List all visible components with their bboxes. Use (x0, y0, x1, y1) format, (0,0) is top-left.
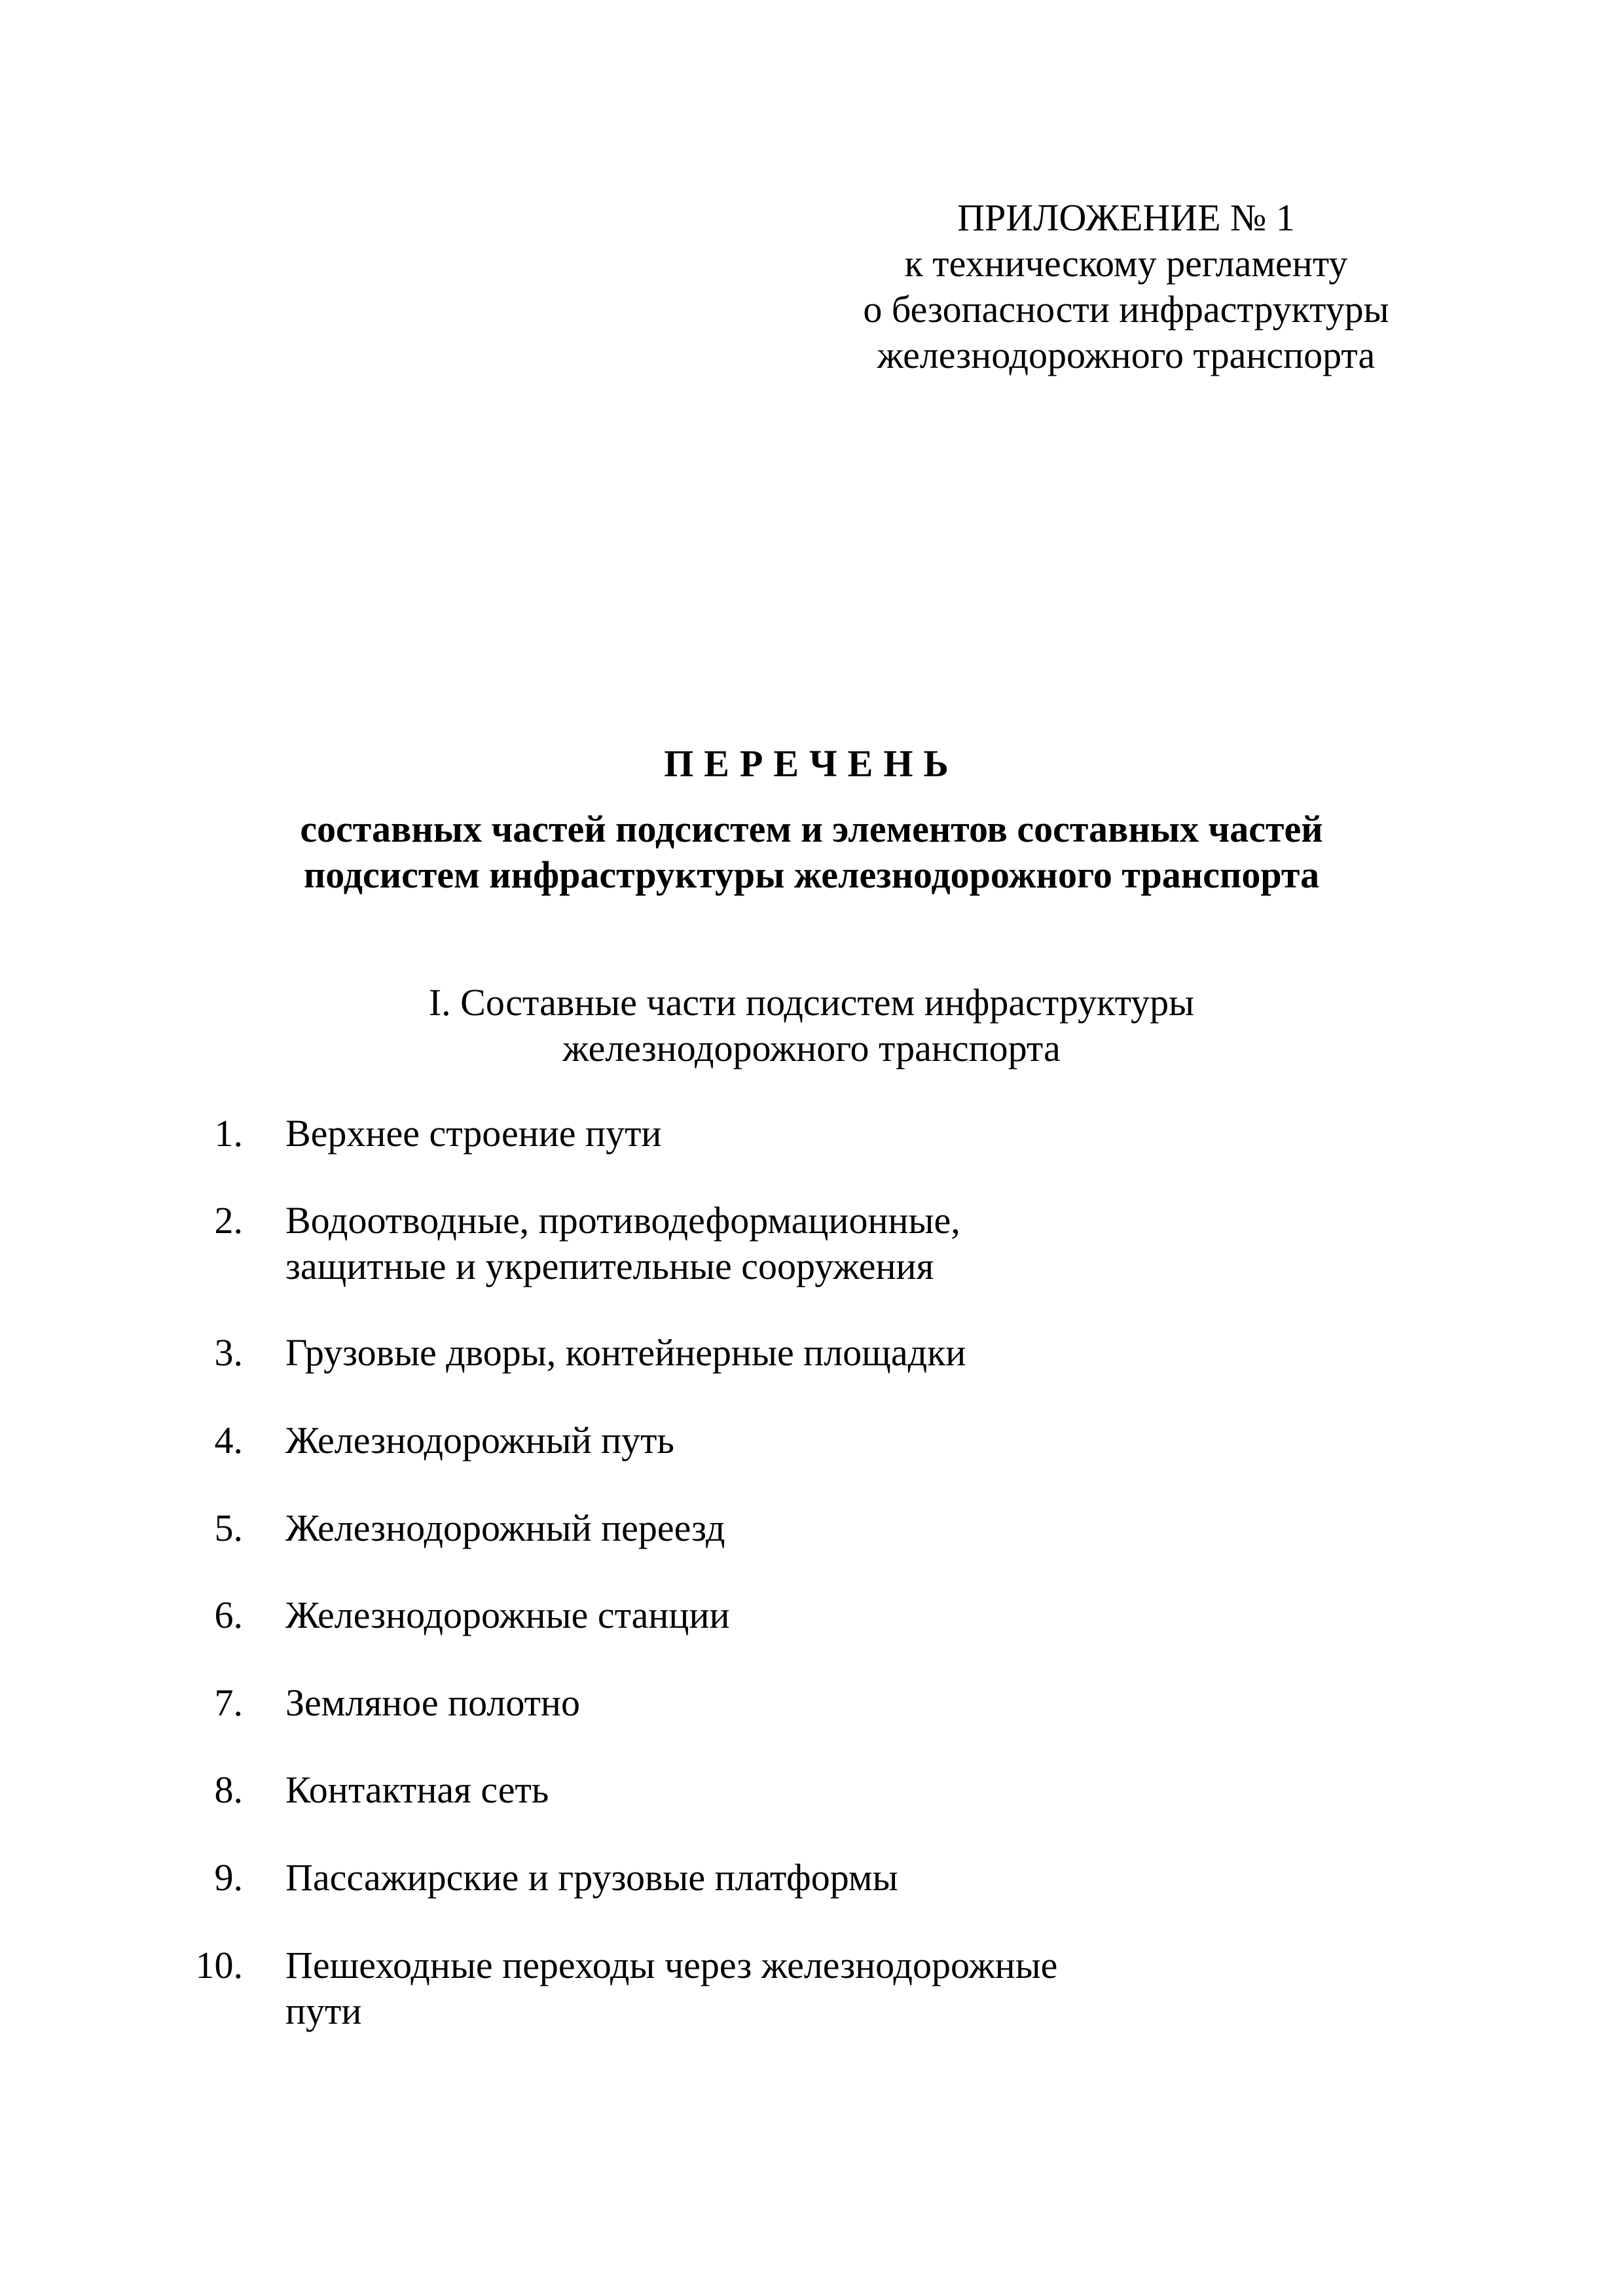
list-item-text (285, 1680, 1529, 1726)
subtitle-line-1: составных частей подсистем и элементов составных частей (300, 808, 1323, 850)
list-item-text (285, 1592, 1529, 1638)
list-item-number: 2. (214, 1199, 243, 1242)
list-item-line: защитные и укрепительные сооружения (285, 1245, 934, 1287)
document-title: ПЕРЕЧЕНЬ (664, 742, 959, 785)
list-item-line: Грузовые дворы, контейнерные площадки (285, 1331, 966, 1374)
list-item-line: Железнодорожный путь (285, 1419, 674, 1462)
list-item-number: 9. (214, 1856, 243, 1899)
list-item-number: 10. (195, 1944, 243, 1986)
list-item-line: Пешеходные переходы через железнодорожные (285, 1944, 1058, 1986)
list-item-number: 1. (214, 1112, 243, 1155)
appendix-line-4: железнодорожного транспорта (877, 334, 1376, 376)
list-item-line: Верхнее строение пути (285, 1112, 662, 1155)
list-item-line: Железнодорожный переезд (285, 1507, 725, 1549)
list-item-number: 7. (214, 1681, 243, 1724)
list-item-text (285, 1418, 1529, 1463)
list-item-text (285, 1855, 1529, 1901)
list-item-line: Водоотводные, противодеформационные, (285, 1199, 960, 1242)
section-heading (0, 980, 1623, 1071)
list-item-number: 5. (214, 1507, 243, 1549)
list-item-number: 8. (214, 1768, 243, 1811)
appendix-line-2: к техническому регламенту (904, 242, 1348, 285)
list-item-number: 3. (214, 1331, 243, 1374)
list-item-number: 4. (214, 1419, 243, 1462)
list-item-text (285, 1111, 1529, 1157)
list-item-text (285, 1505, 1529, 1551)
list-item-line: Контактная сеть (285, 1768, 549, 1811)
appendix-header (805, 195, 1447, 378)
list-item-text (285, 1943, 1529, 2034)
subtitle-line-2: подсистем инфраструктуры железнодорожного транспорта (303, 853, 1320, 896)
appendix-line-3: о безопасности инфраструктуры (863, 288, 1389, 331)
list-item-line: пути (285, 1990, 362, 2032)
list-item-number: 6. (214, 1594, 243, 1636)
section-heading-line-1: I. Составные части подсистем инфраструктуры (428, 981, 1195, 1024)
section-heading-line-2: железнодорожного транспорта (562, 1027, 1061, 1069)
list-item-text (285, 1198, 1529, 1289)
list-item-text (285, 1767, 1529, 1813)
document-subtitle (0, 806, 1623, 898)
list-item-line: Земляное полотно (285, 1681, 580, 1724)
list-item-line: Пассажирские и грузовые платформы (285, 1856, 898, 1899)
list-item-text (285, 1330, 1529, 1376)
list-item-line: Железнодорожные станции (285, 1594, 730, 1636)
appendix-number: ПРИЛОЖЕНИЕ № 1 (957, 196, 1295, 239)
